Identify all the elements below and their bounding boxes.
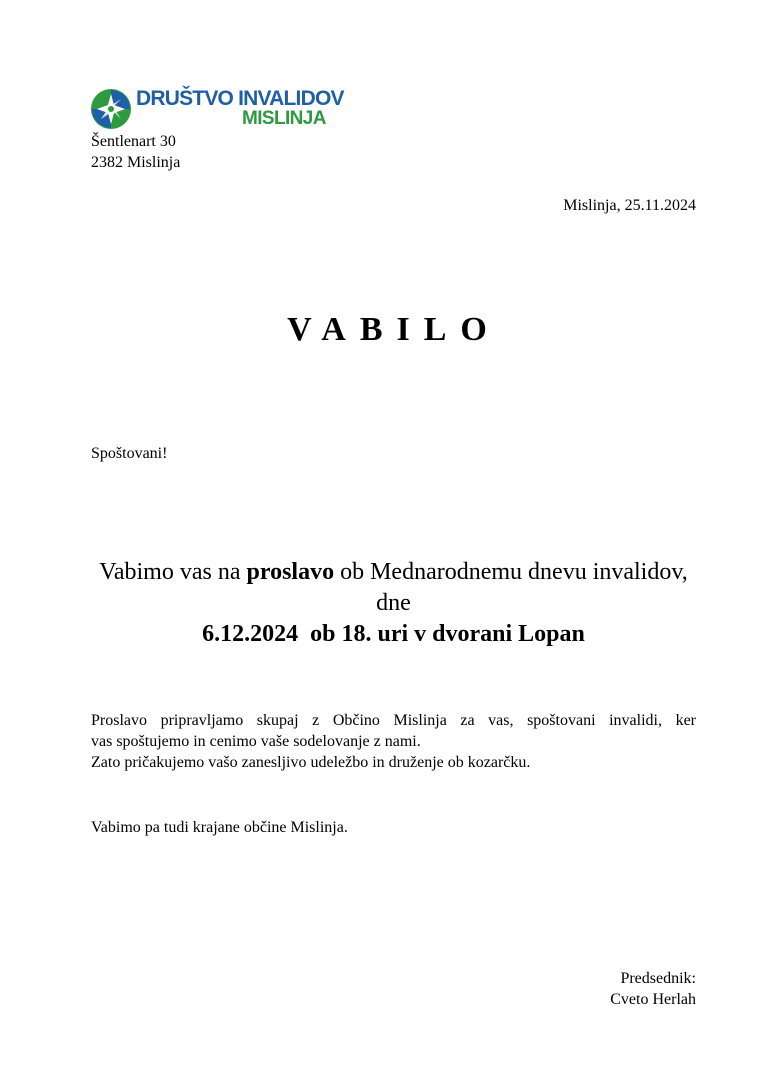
invitation-part2: ob Mednarodnemu dnevu invalidov, dne [334,559,688,616]
star-emblem-icon [90,88,132,130]
org-name-line1: DRUŠTVO INVALIDOV [136,87,344,110]
letter-date: Mislinja, 25.11.2024 [563,197,696,214]
body-paragraph-1-line-1: Proslavo pripravljamo skupaj z Občino Mislinja za vas, spoštovani invalidi, ker [91,712,696,729]
signature-name: Cveto Herlah [610,991,696,1008]
greeting: Spoštovani! [91,445,168,462]
signature-block [610,968,696,1010]
org-name-line2: MISLINJA [242,108,326,129]
body-paragraph-1-line-3: Zato pričakujemo vašo zanesljivo udeležbo in druženje ob kozarčku. [91,754,531,771]
address-street: Šentlenart 30 [91,133,176,150]
invitation-part1: Vabimo vas na [99,559,247,585]
organization-logo [90,88,370,132]
body-paragraph-1 [91,710,696,773]
address-city: 2382 Mislinja [91,154,181,171]
invitation-text [91,557,696,619]
letter-title: VABILO [287,311,501,348]
body-paragraph-1-line-2: vas spoštujemo in cenimo vaše sodelovanje z nami. [91,733,421,750]
signature-role: Predsednik: [620,970,696,987]
body-paragraph-2: Vabimo pa tudi krajane občine Mislinja. [91,819,348,836]
sender-address [91,131,180,173]
invitation-bold-word: proslavo [246,559,335,585]
event-datetime-location: 6.12.2024 ob 18. uri v dvorani Lopan [202,621,585,647]
